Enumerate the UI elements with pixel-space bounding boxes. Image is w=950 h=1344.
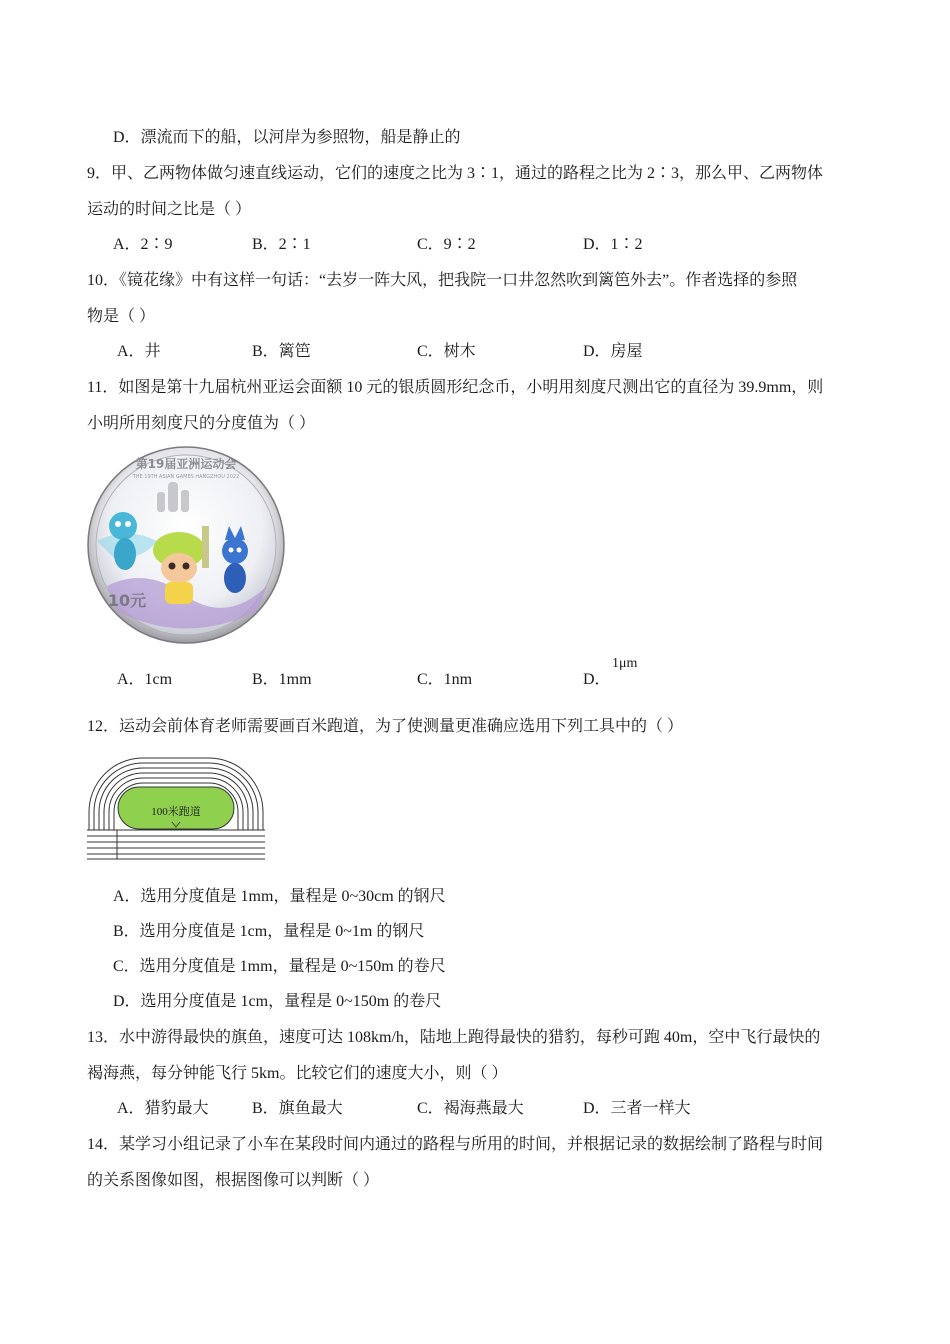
q11-option-a: A．1cm — [117, 671, 173, 688]
coin-denomination-text: 10元 — [107, 591, 147, 610]
q9-stem-line2: 运动的时间之比是（ ） — [87, 201, 252, 218]
q12-option-a: A．选用分度值是 1mm，量程是 0~30cm 的钢尺 — [113, 888, 446, 905]
q14-stem-line1: 14．某学习小组记录了小车在某段时间内通过的路程与所用的时间，并根据记录的数据绘制了路程与时间 — [87, 1136, 824, 1153]
running-track-diagram — [87, 756, 265, 860]
q10-stem-line1: 10．《镜花缘》中有这样一句话：“去岁一阵大风，把我院一口井忽然吹到篱笆外去”。作者选择的参照 — [87, 272, 798, 289]
q11-option-b: B．1mm — [252, 671, 312, 688]
q8-option-d: D．漂流而下的船，以河岸为参照物，船是静止的 — [113, 129, 461, 146]
q10-option-d: D．房屋 — [583, 343, 643, 360]
q13-option-b: B．旗鱼最大 — [252, 1100, 343, 1117]
q14-stem-line2: 的关系图像如图，根据图像可以判断（ ） — [87, 1172, 380, 1189]
coin-title-text: 第19届亚洲运动会 — [135, 457, 237, 471]
q12-stem-line1: 12．运动会前体育老师需要画百米跑道，为了使测量更准确应选用下列工具中的（ ） — [87, 718, 684, 735]
q11-option-d-value: 1μm — [612, 656, 638, 671]
q10-option-a: A．井 — [117, 343, 161, 360]
q13-stem-line1: 13．水中游得最快的旗鱼，速度可达 108km/h，陆地上跑得最快的猎豹，每秒可跑 40m，空中飞行最快的 — [87, 1029, 821, 1046]
commemorative-coin-image — [87, 446, 285, 644]
q13-option-a: A．猎豹最大 — [117, 1100, 209, 1117]
q10-stem-line2: 物是（ ） — [87, 308, 156, 325]
q12-option-b: B．选用分度值是 1cm，量程是 0~1m 的钢尺 — [113, 923, 425, 940]
coin-subtitle-text: THE 19TH ASIAN GAMES HANGZHOU 2022 — [132, 474, 240, 480]
q12-option-d: D．选用分度值是 1cm，量程是 0~150m 的卷尺 — [113, 993, 442, 1010]
q13-stem-line2: 褐海燕，每分钟能飞行 5km。比较它们的速度大小，则（ ） — [87, 1065, 508, 1082]
q9-option-b: B．2∶1 — [252, 236, 311, 253]
q11-option-c: C．1nm — [417, 671, 473, 688]
q10-option-b: B．篱笆 — [252, 343, 311, 360]
track-label-text: 100米跑道 — [151, 806, 201, 818]
q13-option-c: C．褐海燕最大 — [417, 1100, 524, 1117]
q10-option-c: C．树木 — [417, 343, 476, 360]
q9-option-d: D．1∶2 — [583, 236, 643, 253]
q9-option-a: A．2∶9 — [113, 236, 173, 253]
q11-stem-line1: 11．如图是第十九届杭州亚运会面额 10 元的银质圆形纪念币，小明用刻度尺测出它的直径为 39.9mm，则 — [87, 379, 824, 396]
q11-option-d: D． — [583, 671, 611, 688]
q13-option-d: D．三者一样大 — [583, 1100, 691, 1117]
q9-option-c: C．9∶2 — [417, 236, 476, 253]
q11-stem-line2: 小明所用刻度尺的分度值为（ ） — [87, 415, 316, 432]
q12-option-c: C．选用分度值是 1mm，量程是 0~150m 的卷尺 — [113, 958, 446, 975]
q9-stem-line1: 9．甲、乙两物体做匀速直线运动，它们的速度之比为 3∶1，通过的路程之比为 2∶3，那么甲、乙两物体 — [87, 165, 824, 182]
